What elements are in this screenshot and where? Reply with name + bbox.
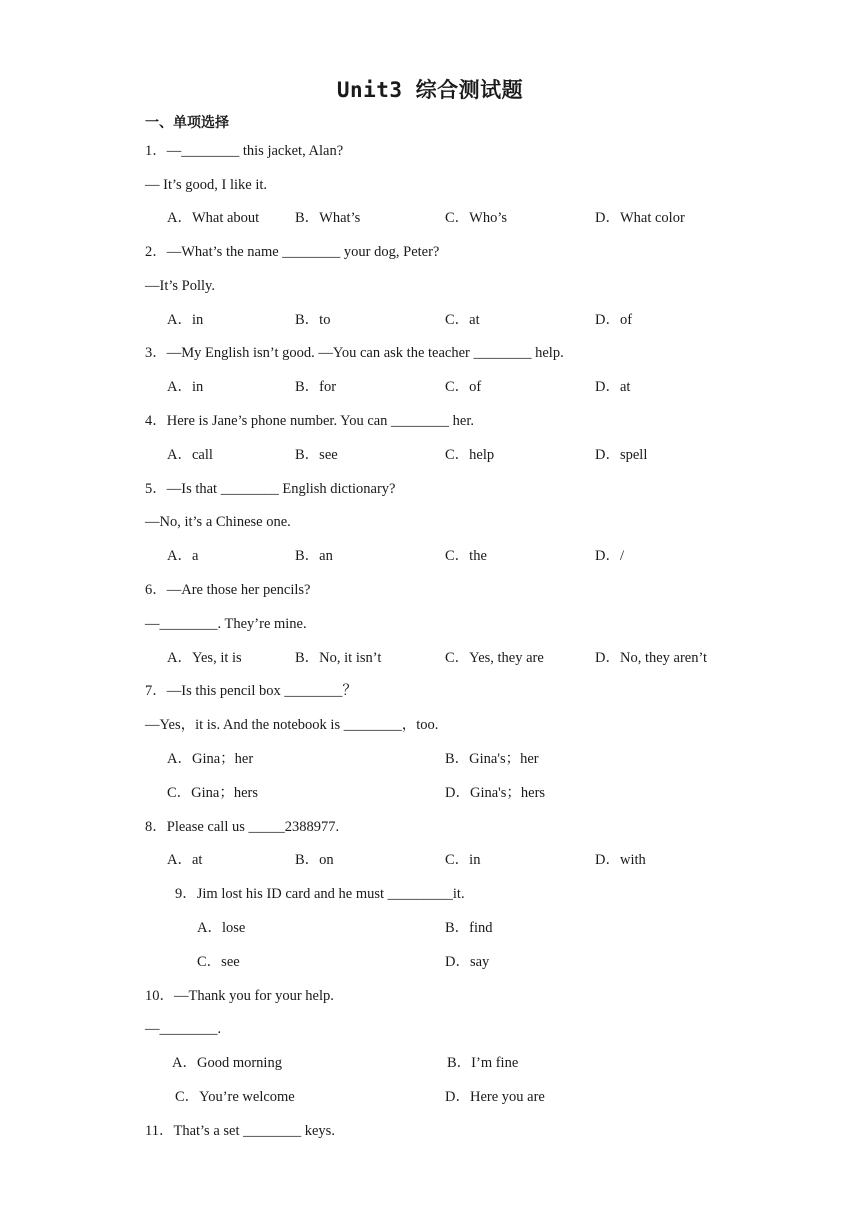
question-7-option-a: A．Gina；her bbox=[167, 751, 254, 767]
question-9-option-a: A．lose bbox=[197, 920, 246, 936]
question-8-stem: 8．Please call us _____2388977. bbox=[145, 819, 340, 835]
question-10-reply: —________. bbox=[145, 1021, 222, 1037]
question-9-stem: 9．Jim lost his ID card and he must _________it. bbox=[175, 886, 465, 902]
question-11-stem: 11．That’s a set ________ keys. bbox=[145, 1123, 335, 1139]
question-1-option-d: D．What color bbox=[595, 210, 685, 226]
question-3-option-a: A．in bbox=[167, 379, 204, 395]
question-8-option-b: B．on bbox=[295, 852, 334, 868]
question-9-option-b: B．find bbox=[445, 920, 493, 936]
question-1-option-b: B．What’s bbox=[295, 210, 361, 226]
question-1-option-c: C．Who’s bbox=[445, 210, 508, 226]
question-3-stem: 3．—My English isn’t good. —You can ask the teacher ________ help. bbox=[145, 345, 564, 361]
question-5-option-d: D．/ bbox=[595, 548, 624, 564]
question-4-option-a: A．call bbox=[167, 447, 213, 463]
question-5-option-a: A．a bbox=[167, 548, 199, 564]
question-2-stem: 2．—What’s the name ________ your dog, Peter? bbox=[145, 244, 440, 260]
question-1-reply: — It’s good, I like it. bbox=[145, 177, 268, 193]
question-10-option-c: C．You’re welcome bbox=[175, 1089, 295, 1105]
question-7-reply: —Yes，it is. And the notebook is ________，too. bbox=[145, 717, 439, 733]
question-1-option-a: A．What about bbox=[167, 210, 260, 226]
question-9-option-c: C．see bbox=[197, 954, 240, 970]
question-5-option-b: B．an bbox=[295, 548, 333, 564]
question-10-option-d: D．Here you are bbox=[445, 1089, 545, 1105]
question-3-option-d: D．at bbox=[595, 379, 631, 395]
section-heading: 一、单项选择 bbox=[145, 115, 229, 131]
question-9-option-d: D．say bbox=[445, 954, 490, 970]
question-2-option-a: A．in bbox=[167, 312, 204, 328]
question-7-option-b: B．Gina's；her bbox=[445, 751, 539, 767]
question-8-option-a: A．at bbox=[167, 852, 203, 868]
question-4-option-d: D．spell bbox=[595, 447, 648, 463]
question-6-option-b: B．No, it isn’t bbox=[295, 650, 382, 666]
question-10-option-a: A．Good morning bbox=[172, 1055, 282, 1071]
question-8-option-d: D．with bbox=[595, 852, 646, 868]
question-3-option-b: B．for bbox=[295, 379, 337, 395]
question-7-option-d: D．Gina's；hers bbox=[445, 785, 546, 801]
question-2-option-c: C．at bbox=[445, 312, 480, 328]
question-4-option-c: C．help bbox=[445, 447, 495, 463]
question-2-reply: —It’s Polly. bbox=[145, 278, 215, 294]
question-5-option-c: C．the bbox=[445, 548, 487, 564]
question-6-option-a: A．Yes, it is bbox=[167, 650, 242, 666]
question-10-stem: 10．—Thank you for your help. bbox=[145, 988, 334, 1004]
question-4-stem: 4．Here is Jane’s phone number. You can ________ her. bbox=[145, 413, 475, 429]
question-2-option-b: B．to bbox=[295, 312, 331, 328]
question-6-option-d: D．No, they aren’t bbox=[595, 650, 708, 666]
question-8-option-c: C．in bbox=[445, 852, 481, 868]
question-6-option-c: C．Yes, they are bbox=[445, 650, 544, 666]
question-3-option-c: C．of bbox=[445, 379, 482, 395]
question-4-option-b: B．see bbox=[295, 447, 338, 463]
question-10-option-b: B．I’m fine bbox=[447, 1055, 519, 1071]
question-6-reply: —________. They’re mine. bbox=[145, 616, 307, 632]
question-7-option-c: C．Gina；hers bbox=[167, 785, 259, 801]
question-1-stem: 1．—________ this jacket, Alan? bbox=[145, 143, 344, 159]
question-5-reply: —No, it’s a Chinese one. bbox=[145, 514, 291, 530]
question-5-stem: 5．—Is that ________ English dictionary? bbox=[145, 481, 396, 497]
page-title: Unit3 综合测试题 bbox=[336, 78, 524, 102]
question-7-stem: 7．—Is this pencil box ________？ bbox=[145, 683, 357, 699]
question-2-option-d: D．of bbox=[595, 312, 633, 328]
question-6-stem: 6．—Are those her pencils? bbox=[145, 582, 311, 598]
